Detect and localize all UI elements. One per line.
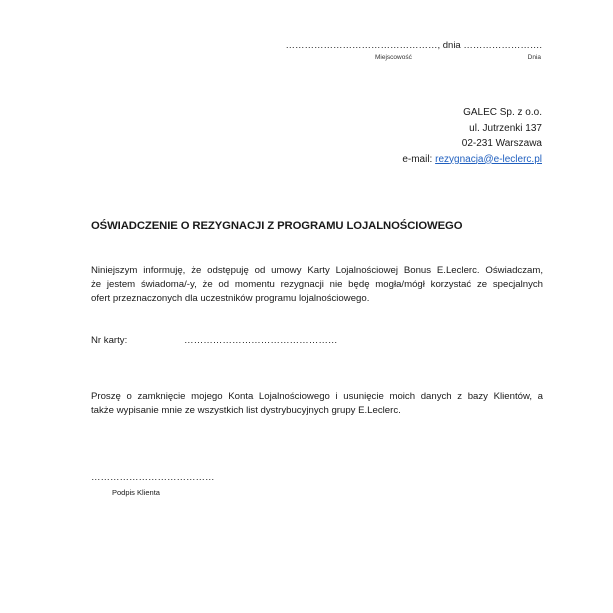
place-caption: Miejscowość <box>375 54 412 61</box>
date-caption: Dnia <box>527 54 541 61</box>
card-number-blank: ………………………………………… <box>184 335 338 346</box>
paragraph-line: ofert przeznaczonych dla uczestników programu lojalnościowego. <box>91 293 370 304</box>
document-title: OŚWIADCZENIE O REZYGNACJI Z PROGRAMU LOJALNOŚCIOWEGO <box>91 220 463 232</box>
company-name: GALEC Sp. z o.o. <box>463 107 542 118</box>
email-line <box>402 152 542 168</box>
street-address: ul. Jutrzenki 137 <box>469 122 542 134</box>
signature-label: Podpis Klienta <box>112 488 160 497</box>
account-closure-paragraph <box>91 390 543 418</box>
email-link[interactable]: rezygnacja@e-leclerc.pl <box>435 153 542 165</box>
place-date-line: …………………………………………, dnia ……………………. <box>285 40 542 51</box>
paragraph-line: także wypisanie mnie ze wszystkich list dystrybucyjnych grupy E.Leclerc. <box>91 405 401 416</box>
city-postal: 02-231 Warszawa <box>461 138 542 149</box>
signature-line: ………………………………… <box>91 472 215 483</box>
paragraph-line: Niniejszym informuję, że odstępuję od umowy Karty Lojalnościowej Bonus E.Leclerc. Oświadczam, <box>91 265 543 276</box>
card-number-field <box>91 335 338 346</box>
card-number-label: Nr karty: <box>91 335 128 346</box>
resignation-paragraph <box>91 264 543 306</box>
email-label: e-mail: <box>402 153 436 165</box>
paragraph-line: Proszę o zamknięcie mojego Konta Lojalnościowego i usunięcie moich danych z bazy Klientów, a <box>91 391 543 402</box>
paragraph-line: że jestem świadoma/-y, że od momentu rezygnacji nie będę mogła/mógł korzystać ze specjalnych <box>91 279 543 290</box>
recipient-address <box>402 105 542 167</box>
